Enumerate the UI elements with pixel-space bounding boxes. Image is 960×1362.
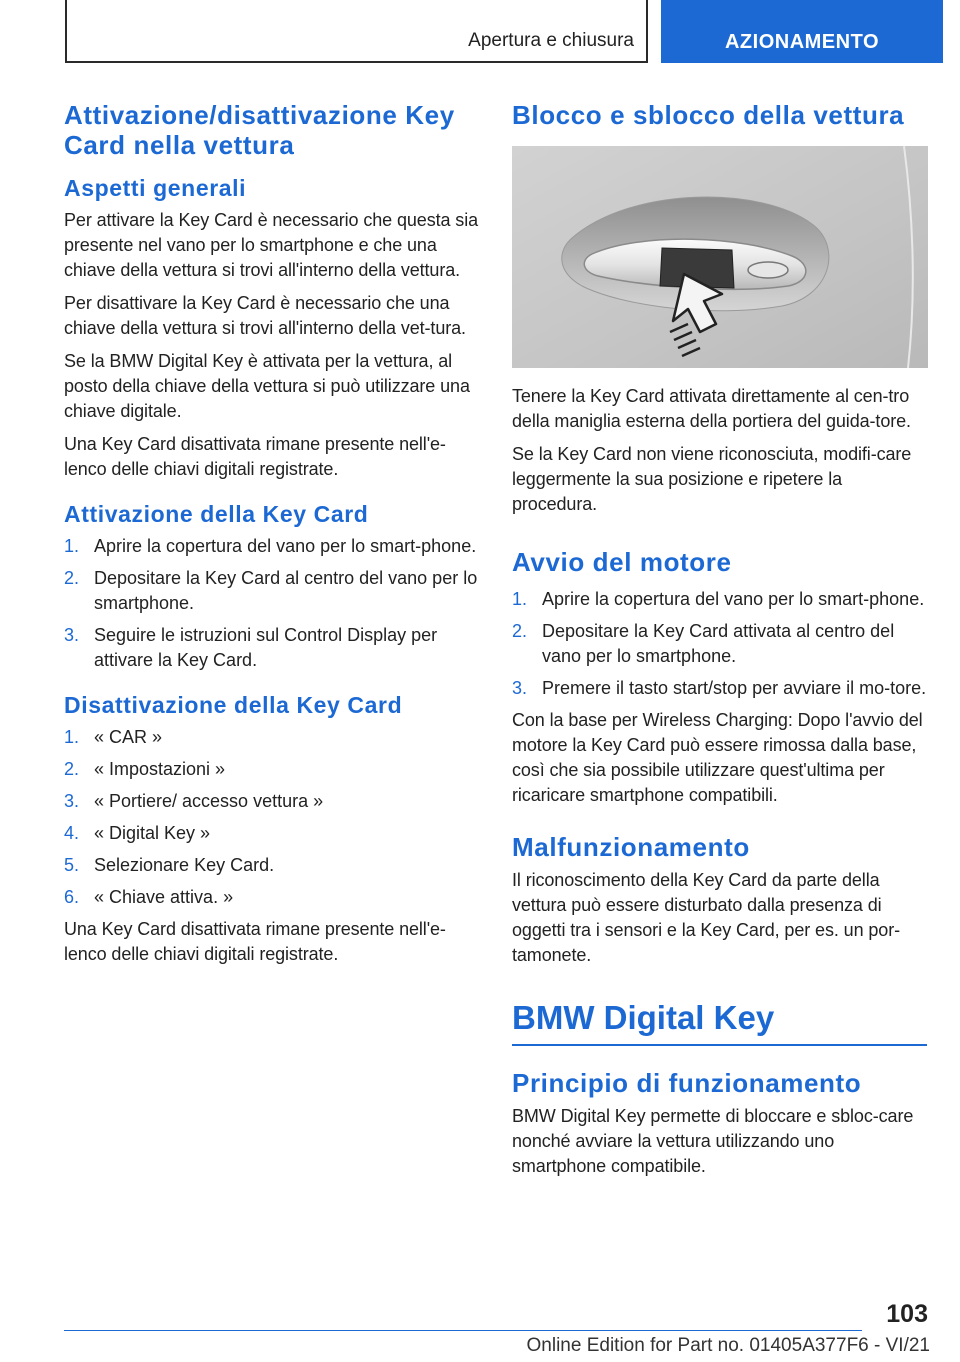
footer-edition: Online Edition for Part no. 01405A377F6 - VI/21 xyxy=(526,1335,930,1356)
step-number: 5. xyxy=(64,855,80,875)
engine-note: Con la base per Wireless Charging: Dopo l'avvio del motore la Key Card può essere rimossa dalla base, così che sia possibile utilizzare quest'ultima per ricaricare smartphone compatibili. xyxy=(512,710,923,805)
step-text: Depositare la Key Card attivata al centro del vano per lo smartphone. xyxy=(542,621,895,666)
page-number: 103 xyxy=(886,1300,928,1328)
list-item xyxy=(512,619,927,669)
step-number: 1. xyxy=(64,727,80,747)
step-number: 1. xyxy=(512,589,528,609)
step-number: 3. xyxy=(64,625,80,645)
step-number: 3. xyxy=(512,678,528,698)
step-number: 1. xyxy=(64,536,80,556)
door-handle-drawing xyxy=(512,146,928,368)
deactivation-steps xyxy=(64,725,479,910)
activation-steps xyxy=(64,534,479,673)
lock-paragraph: Se la Key Card non viene riconosciuta, modifi-care leggermente la sua posizione e ripetere la procedura. xyxy=(512,444,912,514)
key-card-activation-title: Attivazione/disattivazione Key Card nella vettura xyxy=(64,100,455,160)
step-text: Selezionare Key Card. xyxy=(94,855,275,875)
list-item xyxy=(64,757,479,782)
engine-steps xyxy=(512,587,927,701)
list-item xyxy=(64,821,479,846)
deactivation-note: Una Key Card disattivata rimane presente nell'e-lenco delle chiavi digitali registrate. xyxy=(64,919,446,964)
step-number: 2. xyxy=(64,568,80,588)
general-paragraph: Per attivare la Key Card è necessario che questa sia presente nel vano per lo smartphone e che una chiave della vettura si trovi all'interno della vettura. xyxy=(64,210,479,280)
digital-key-title: BMW Digital Key xyxy=(512,998,927,1046)
door-handle-illustration xyxy=(512,146,928,368)
malfunction-heading: Malfunzionamento xyxy=(512,832,750,862)
general-paragraph: Per disattivare la Key Card è necessario che una chiave della vettura si trovi all'interno della vet-tura. xyxy=(64,293,466,338)
list-item xyxy=(512,587,927,612)
step-number: 2. xyxy=(512,621,528,641)
list-item xyxy=(64,534,479,559)
activation-heading: Attivazione della Key Card xyxy=(64,501,369,527)
list-item xyxy=(64,566,479,616)
list-item xyxy=(512,676,927,701)
left-column xyxy=(64,100,479,975)
step-text: Depositare la Key Card al centro del vano per lo smartphone. xyxy=(94,568,478,613)
general-heading: Aspetti generali xyxy=(64,175,247,201)
principle-heading: Principio di funzionamento xyxy=(512,1068,862,1098)
step-text: « CAR » xyxy=(94,727,163,747)
malfunction-text: Il riconoscimento della Key Card da parte della vettura può essere disturbato dalla presenza di oggetti tra i sensori e la Key Card, per es. un por-tamonete. xyxy=(512,870,900,965)
lock-paragraph: Tenere la Key Card attivata direttamente al cen-tro della maniglia esterna della portiera del guida-tore. xyxy=(512,386,911,431)
principle-text: BMW Digital Key permette di bloccare e sbloc-care nonché avviare la vettura utilizzando uno smartphone compatibile. xyxy=(512,1106,914,1176)
step-number: 6. xyxy=(64,887,80,907)
list-item xyxy=(64,623,479,673)
header-section-tab xyxy=(65,0,648,63)
engine-start-heading: Avvio del motore xyxy=(512,547,732,577)
step-text: « Chiave attiva. » xyxy=(94,887,234,907)
step-text: « Impostazioni » xyxy=(94,759,226,779)
list-item xyxy=(64,885,479,910)
step-text: Aprire la copertura del vano per lo smart-phone. xyxy=(94,536,477,556)
right-column xyxy=(512,100,927,1187)
lock-unlock-title: Blocco e sblocco della vettura xyxy=(512,100,905,130)
step-number: 2. xyxy=(64,759,80,779)
list-item xyxy=(64,789,479,814)
list-item xyxy=(64,725,479,750)
footer-divider xyxy=(64,1330,862,1331)
section-title: Apertura e chiusura xyxy=(468,30,634,51)
general-paragraph: Una Key Card disattivata rimane presente nell'e-lenco delle chiavi digitali registrate. xyxy=(64,434,446,479)
deactivation-heading: Disattivazione della Key Card xyxy=(64,692,403,718)
step-number: 4. xyxy=(64,823,80,843)
list-item xyxy=(64,853,479,878)
step-text: Aprire la copertura del vano per lo smart-phone. xyxy=(542,589,925,609)
step-text: Premere il tasto start/stop per avviare il mo-tore. xyxy=(542,678,927,698)
step-text: « Portiere/ accesso vettura » xyxy=(94,791,324,811)
step-number: 3. xyxy=(64,791,80,811)
general-paragraph: Se la BMW Digital Key è attivata per la vettura, al posto della chiave della vettura si può utilizzare una chiave digitale. xyxy=(64,351,470,421)
chapter-tab[interactable]: AZIONAMENTO xyxy=(661,0,943,63)
step-text: Seguire le istruzioni sul Control Display per attivare la Key Card. xyxy=(94,625,438,670)
step-text: « Digital Key » xyxy=(94,823,211,843)
